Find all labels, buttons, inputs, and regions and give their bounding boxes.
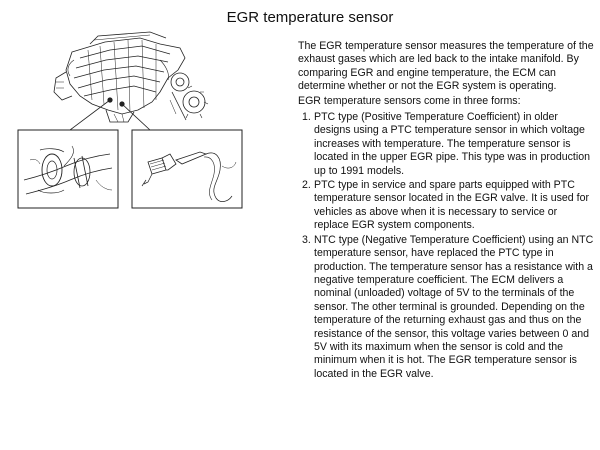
intro-paragraph: The EGR temperature sensor measures the temperature of the exhaust gases which are led back to the intake manifold. By comparing EGR and engine temperature, the ECM can determine whether or not the EGR system is operating. bbox=[298, 40, 594, 93]
engine-illustration-icon bbox=[54, 32, 208, 122]
forms-lead-paragraph: EGR temperature sensors come in three forms: bbox=[298, 94, 521, 107]
list-item bbox=[298, 111, 594, 178]
description-text-column bbox=[298, 40, 594, 382]
egr-pipe-sensor-detail-icon bbox=[18, 130, 118, 208]
egr-sensor-figure bbox=[10, 30, 290, 215]
sensor-forms-list bbox=[298, 111, 594, 381]
list-item-text: PTC type (Positive Temperature Coefficient) in older designs using a PTC temperature sensor in which voltage increases with temperature. The temperature sensor is located in the upper EGR pipe. This type was in production up to 1991 models. bbox=[314, 111, 590, 177]
list-item-number: 1. bbox=[302, 111, 311, 124]
list-item-number: 2. bbox=[302, 179, 311, 192]
list-item-text: NTC type (Negative Temperature Coefficient) using an NTC temperature sensor, have replaced the PTC type in production. The temperature sensor has a resistance with a negative temperature coefficient. The ECM delivers a nominal (unloaded) voltage of 5V to the terminals of the sensor. The other terminal is grounded. Depending on the temperature of the returning exhaust gas and thus on the resistance of the sensor, this voltage varies between 0 and 5V with its maximum when the sensor is cold and the minimum when it is hot. The EGR temperature sensor is located in the EGR valve. bbox=[314, 233, 594, 380]
list-item-text: PTC type in service and spare parts equipped with PTC temperature sensor located in the EGR valve. It is used for vehicles as above when it is necessary to service or replace EGR system components. bbox=[314, 179, 589, 232]
list-item bbox=[298, 234, 594, 381]
list-item-number: 3. bbox=[302, 233, 311, 246]
page-title: EGR temperature sensor bbox=[226, 9, 394, 26]
ptc-sensor-component-icon bbox=[132, 130, 242, 208]
list-item bbox=[298, 179, 594, 233]
